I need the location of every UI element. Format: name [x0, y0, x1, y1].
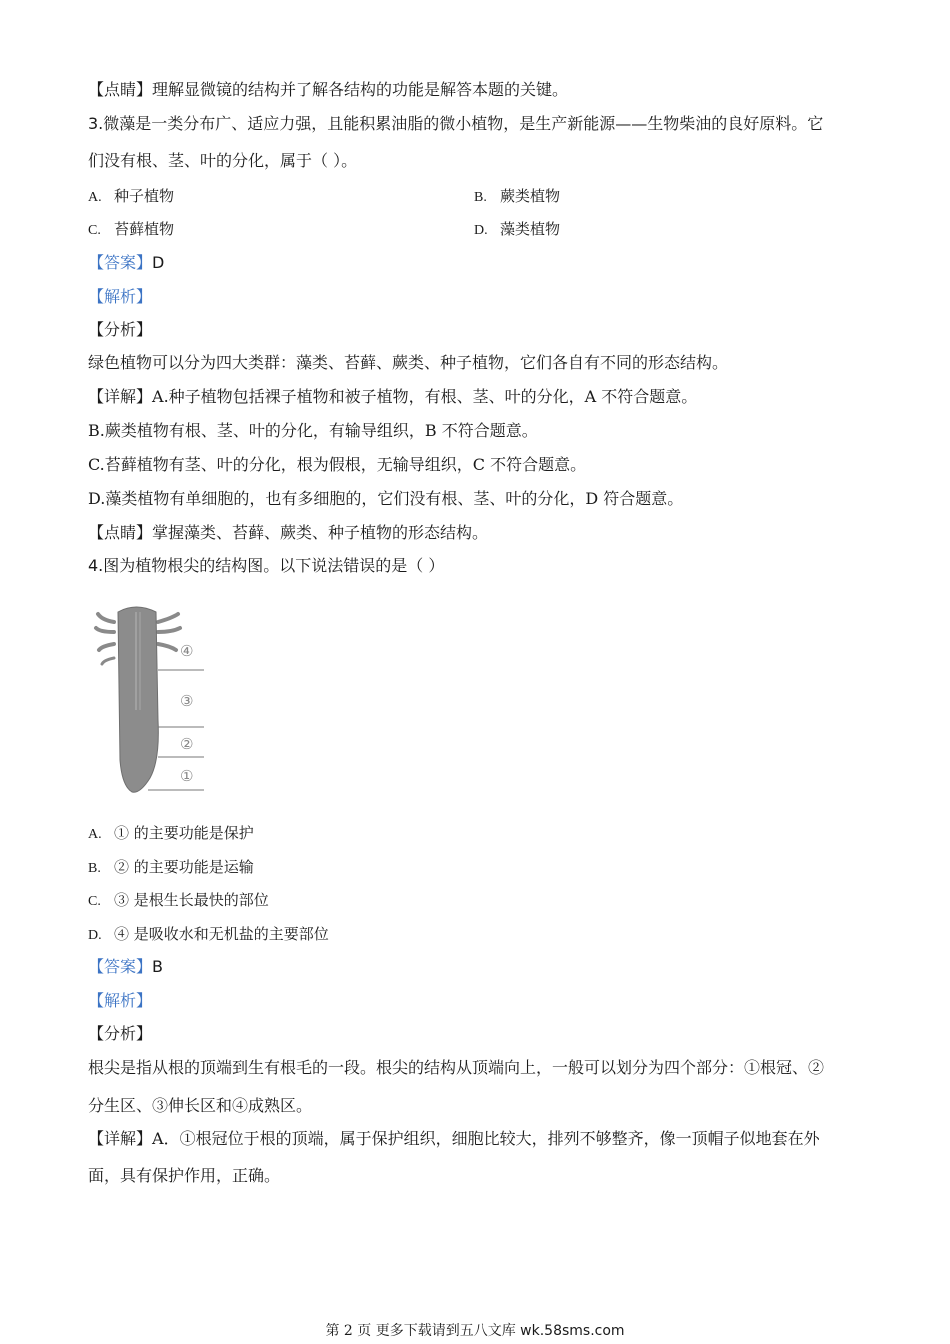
- option-text: ① 的主要功能是保护: [114, 824, 254, 842]
- option-text: ② 的主要功能是运输: [114, 858, 254, 876]
- q4-fenxi-line2: 分生区、③伸长区和④成熟区。: [88, 1096, 313, 1115]
- q3-stem-line2: 们没有根、茎、叶的分化，属于（ ）。: [88, 151, 358, 170]
- q4-fenxi-line1: 根尖是指从根的顶端到生有根毛的一段。根尖的结构从顶端向上，一般可以划分为四个部分：①根冠、②: [88, 1058, 825, 1077]
- q3-detail-c: C.苔藓植物有茎、叶的分化，根为假根，无输导组织，C 不符合题意。: [88, 455, 587, 474]
- label-4: ④: [180, 642, 194, 660]
- q4-fenxi-tag: 【分析】: [88, 1024, 153, 1043]
- option-letter: D.: [88, 928, 102, 943]
- detail-tag: 【详解】: [88, 1129, 153, 1148]
- q4-option-b: [88, 857, 254, 879]
- option-letter: D.: [474, 223, 488, 238]
- q3-analysis-tag: 【解析】: [88, 287, 153, 306]
- answer-tag: 【答案】: [88, 957, 153, 976]
- q4-answer-line: [88, 957, 163, 977]
- question-number: 4.: [88, 556, 104, 575]
- q3-stem-text1: 微藻是一类分布广、适应力强，且能积累油脂的微小植物，是生产新能源——生物柴油的良好原料。它: [103, 114, 824, 133]
- q4-stem-text: 图为植物根尖的结构图。以下说法错误的是（ ）: [103, 556, 445, 575]
- q3-option-b: [474, 186, 560, 208]
- tip-tag: 【点睛】: [88, 80, 153, 99]
- answer-tag: 【答案】: [88, 253, 153, 272]
- page-footer: [0, 1322, 950, 1340]
- answer-value: B: [152, 957, 163, 976]
- label-1: ①: [180, 767, 194, 785]
- option-letter: A.: [88, 190, 102, 205]
- q4-option-c: [88, 890, 269, 912]
- root-body: [118, 607, 158, 792]
- option-text: 藻类植物: [500, 220, 561, 238]
- option-letter: B.: [88, 861, 101, 876]
- tip-text: 理解显微镜的结构并了解各结构的功能是解答本题的关键。: [152, 80, 569, 99]
- q3-stem-line1: [88, 114, 823, 134]
- root-tip-figure: [92, 600, 212, 795]
- q3-option-a: [88, 186, 174, 208]
- label-2: ②: [180, 735, 194, 753]
- question-number: 3.: [88, 114, 104, 133]
- q4-detail-line2: 面，具有保护作用，正确。: [88, 1166, 281, 1185]
- footer-site-link[interactable]: wk.58sms.com: [520, 1323, 625, 1339]
- answer-value: D: [152, 253, 165, 272]
- q4-analysis-tag: 【解析】: [88, 991, 153, 1010]
- q2-tip-line: [88, 80, 568, 100]
- q3-tip-line: [88, 523, 488, 543]
- q4-option-d: [88, 924, 329, 946]
- tip-text: 掌握藻类、苔藓、蕨类、种子植物的形态结构。: [152, 523, 489, 542]
- option-text: 种子植物: [114, 187, 175, 205]
- detail-text: A.种子植物包括裸子植物和被子植物，有根、茎、叶的分化，A 不符合题意。: [152, 387, 698, 406]
- option-letter: B.: [474, 190, 487, 205]
- option-text: ④ 是吸收水和无机盐的主要部位: [114, 925, 329, 943]
- tip-tag: 【点睛】: [88, 523, 153, 542]
- q4-detail-line1: [88, 1129, 820, 1149]
- footer-text: 更多下载请到五八文库: [371, 1323, 521, 1339]
- q3-detail-d: D.藻类植物有单细胞的，也有多细胞的，它们没有根、茎、叶的分化，D 符合题意。: [88, 489, 684, 508]
- q4-stem-line: [88, 556, 444, 576]
- option-letter: A.: [88, 827, 102, 842]
- q3-fenxi-tag: 【分析】: [88, 320, 153, 339]
- option-text: 蕨类植物: [500, 187, 561, 205]
- q3-detail-a-line: [88, 387, 697, 407]
- q3-answer-line: [88, 253, 164, 273]
- page-number: 第 2 页: [325, 1323, 372, 1339]
- detail-text: A．①根冠位于根的顶端，属于保护组织，细胞比较大，排列不够整齐，像一顶帽子似地套在外: [152, 1129, 820, 1148]
- q3-detail-b: B.蕨类植物有根、茎、叶的分化，有输导组织，B 不符合题意。: [88, 421, 538, 440]
- detail-tag: 【详解】: [88, 387, 153, 406]
- q3-fenxi-text: 绿色植物可以分为四大类群：藻类、苔藓、蕨类、种子植物，它们各自有不同的形态结构。: [88, 353, 729, 372]
- option-letter: C.: [88, 223, 101, 238]
- q4-option-a: [88, 823, 254, 845]
- option-letter: C.: [88, 894, 101, 909]
- option-text: 苔藓植物: [114, 220, 175, 238]
- q3-option-c: [88, 219, 174, 241]
- q3-option-d: [474, 219, 560, 241]
- label-3: ③: [180, 692, 194, 710]
- option-text: ③ 是根生长最快的部位: [114, 891, 269, 909]
